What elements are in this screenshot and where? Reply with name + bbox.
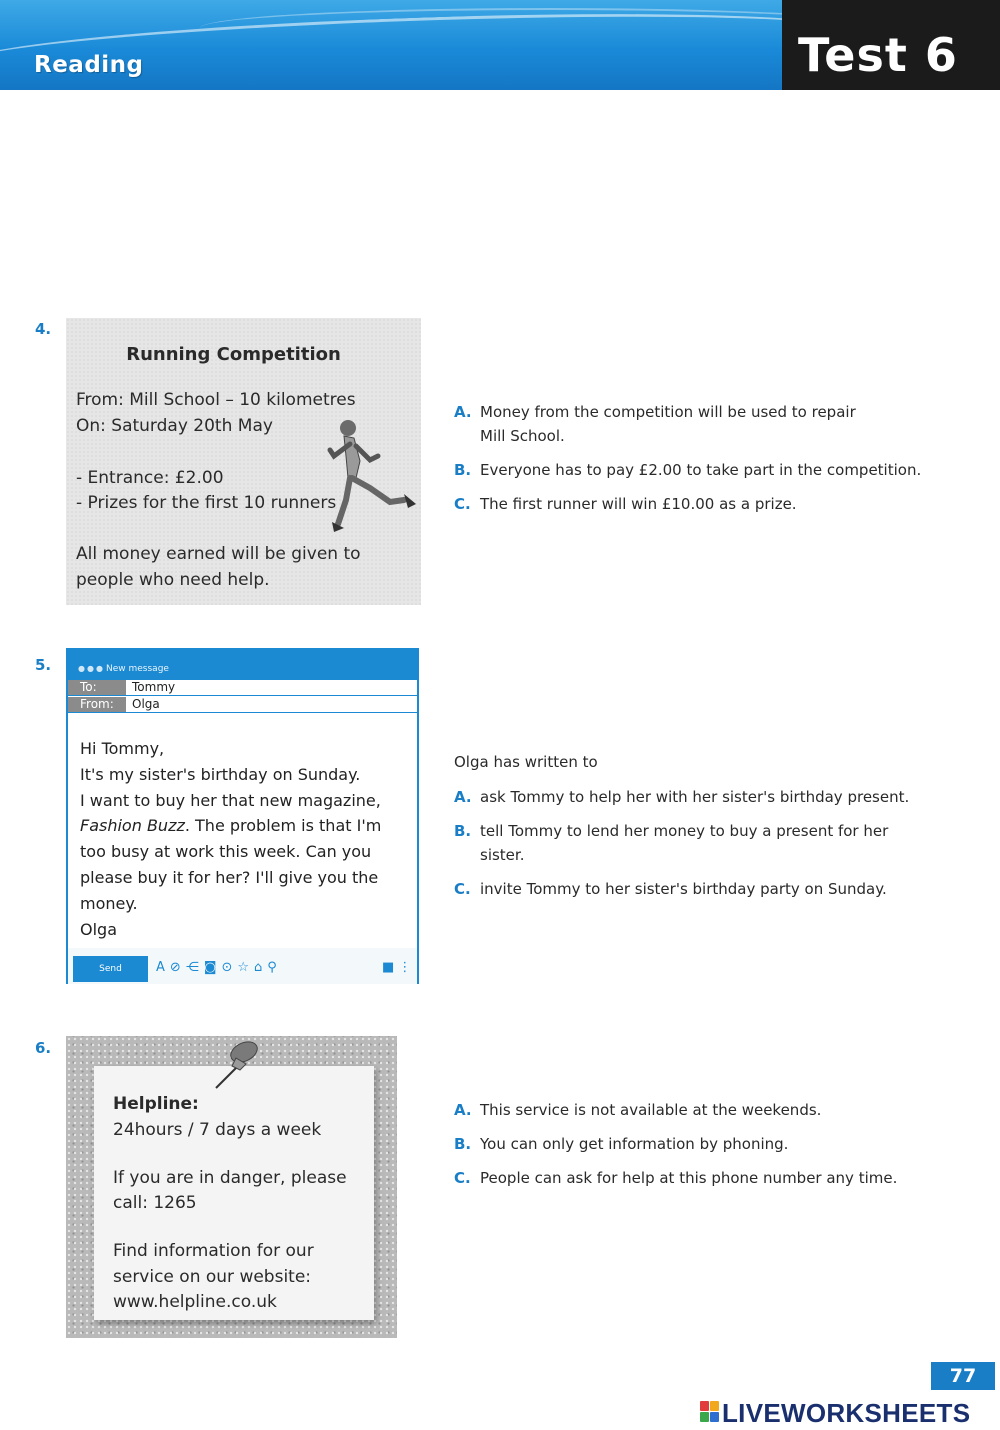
email-tools xyxy=(156,960,282,975)
email-line: please buy it for her? I'll give you the xyxy=(80,867,379,887)
email-toolbar xyxy=(68,948,417,984)
note-info-line: service on our website: xyxy=(113,1267,312,1287)
option-letter: B. xyxy=(454,822,472,840)
liveworksheets-logo xyxy=(700,1398,996,1426)
star-icon[interactable]: ☆ xyxy=(237,960,254,975)
email-line: too busy at work this week. Can you xyxy=(80,842,372,862)
note-hours: 24hours / 7 days a week xyxy=(113,1120,322,1140)
email-body xyxy=(80,736,410,942)
from-value: Olga xyxy=(132,697,160,711)
brand-name: LIVEWORKSHEETS xyxy=(722,1398,971,1428)
email-line: It's my sister's birthday on Sunday. xyxy=(80,764,361,784)
page-header xyxy=(0,0,1000,90)
window-dots-icon: ●●● xyxy=(78,664,105,673)
option-text: Everyone has to pay £2.00 to take part in the competition. xyxy=(480,461,922,479)
email-window xyxy=(66,648,419,984)
email-line: money. xyxy=(80,893,138,913)
option-letter: C. xyxy=(454,880,471,898)
email-line xyxy=(80,813,410,839)
notice-money-line: people who need help. xyxy=(76,570,270,590)
pushpin-icon xyxy=(206,1038,266,1090)
text-format-icon[interactable]: A xyxy=(156,960,170,975)
location-icon[interactable]: ⊙ xyxy=(221,960,238,975)
share-icon[interactable]: ⋲ xyxy=(185,960,204,975)
camera-icon[interactable]: ◙ xyxy=(203,960,222,975)
email-window-title: New message xyxy=(106,664,169,674)
q5-option-b[interactable] xyxy=(454,819,954,867)
email-line: Hi Tommy, xyxy=(80,739,165,758)
q5-stem: Olga has written to xyxy=(454,753,598,771)
q5-option-c[interactable] xyxy=(454,877,954,901)
notice-entrance: - Entrance: £2.00 xyxy=(76,468,224,488)
logo-grid-icon xyxy=(700,1401,720,1423)
notice-title: Running Competition xyxy=(126,344,341,365)
search-icon[interactable]: ⚲ xyxy=(267,960,282,975)
q4-option-a[interactable] xyxy=(454,400,954,448)
notice-date: On: Saturday 20th May xyxy=(76,416,273,436)
option-text: ask Tommy to help her with her sister's birthday present. xyxy=(480,788,910,806)
note-danger-line: call: 1265 xyxy=(113,1193,197,1213)
q4-option-c[interactable] xyxy=(454,492,954,516)
option-letter: A. xyxy=(454,788,472,806)
attach-icon[interactable]: ⊘ xyxy=(169,960,186,975)
q6-option-a[interactable] xyxy=(454,1098,934,1122)
option-text-continued: Mill School. xyxy=(480,427,565,445)
from-label: From: xyxy=(68,697,126,712)
q4-option-b[interactable] xyxy=(454,458,974,482)
magazine-title: Fashion Buzz xyxy=(80,816,185,836)
send-button[interactable]: Send xyxy=(73,956,148,982)
question-number-4: 4. xyxy=(35,320,52,338)
section-label: Reading xyxy=(34,52,144,78)
running-competition-notice xyxy=(66,318,421,605)
notice-prizes: - Prizes for the first 10 runners xyxy=(76,493,337,513)
option-text: This service is not available at the weekends. xyxy=(480,1101,822,1119)
notice-from: From: Mill School – 10 kilometres xyxy=(76,390,356,410)
option-letter: B. xyxy=(454,461,472,479)
option-text: You can only get information by phoning. xyxy=(480,1135,789,1153)
header-swoosh xyxy=(200,8,782,48)
question-number-6: 6. xyxy=(35,1039,52,1057)
option-text-continued: sister. xyxy=(480,846,525,864)
note-info-line: Find information for our xyxy=(113,1241,314,1261)
question-number-5: 5. xyxy=(35,656,52,674)
email-line-rest: . The problem is that I'm xyxy=(184,816,382,836)
to-label: To: xyxy=(68,680,126,695)
notice-money-line: All money earned will be given to xyxy=(76,544,361,564)
q6-option-c[interactable] xyxy=(454,1166,974,1190)
email-from-row xyxy=(68,697,417,713)
option-text: tell Tommy to lend her money to buy a present for her xyxy=(480,822,889,840)
to-value: Tommy xyxy=(132,680,176,694)
email-line: I want to buy her that new magazine, xyxy=(80,790,381,810)
helpline-note xyxy=(94,1066,374,1320)
note-danger-line: If you are in danger, please xyxy=(113,1168,347,1188)
option-text: invite Tommy to her sister's birthday party on Sunday. xyxy=(480,880,887,898)
email-to-row xyxy=(68,680,417,696)
page-number: 77 xyxy=(931,1362,995,1390)
q5-option-a[interactable] xyxy=(454,785,974,809)
email-signature: Olga xyxy=(80,919,117,939)
q6-option-b[interactable] xyxy=(454,1132,934,1156)
note-title: Helpline: xyxy=(113,1094,199,1114)
option-text: The first runner will win £10.00 as a prize. xyxy=(480,495,797,513)
home-icon[interactable]: ⌂ xyxy=(254,960,268,975)
option-text: People can ask for help at this phone number any time. xyxy=(480,1169,898,1187)
option-letter: A. xyxy=(454,1101,472,1119)
test-title: Test 6 xyxy=(798,28,958,82)
trash-icon[interactable]: ■ ⋮ xyxy=(382,960,412,975)
option-letter: B. xyxy=(454,1135,472,1153)
note-website: www.helpline.co.uk xyxy=(113,1292,277,1312)
runner-illustration xyxy=(326,416,421,541)
option-letter: A. xyxy=(454,403,472,421)
option-text: Money from the competition will be used to repair xyxy=(480,403,856,421)
option-letter: C. xyxy=(454,1169,471,1187)
option-letter: C. xyxy=(454,495,471,513)
email-title-bar xyxy=(68,650,417,680)
